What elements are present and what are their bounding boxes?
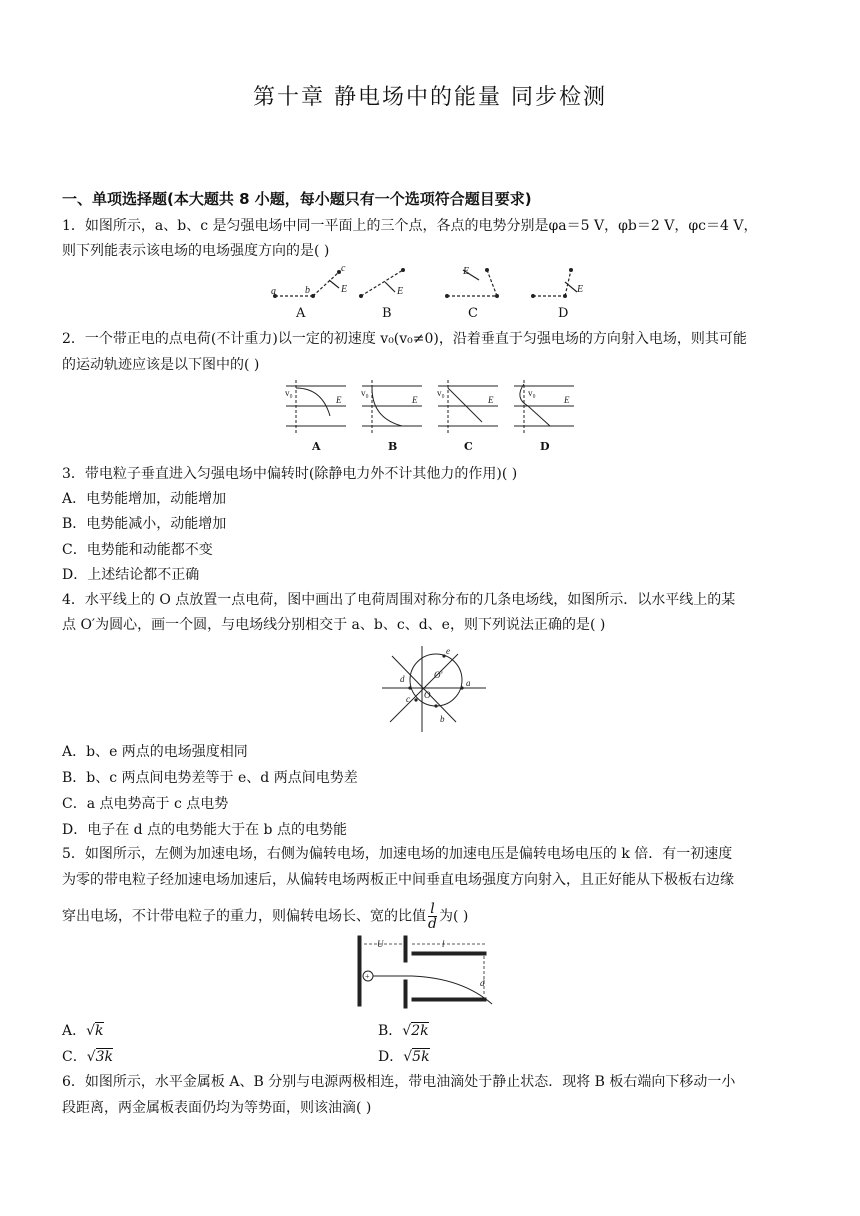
q1-option-d: D bbox=[558, 306, 569, 321]
q2-option-c: C bbox=[464, 440, 473, 453]
q2-option-a: A bbox=[312, 440, 321, 453]
q1-label-E: E bbox=[341, 284, 348, 295]
section-heading: 一、单项选择题(本大题共 8 小题，每小题只有一个选项符合题目要求) bbox=[62, 190, 532, 208]
q3-option-b: B．电势能减小，动能增加 bbox=[62, 516, 227, 532]
q5-line1: 5．如图所示，左侧为加速电场，右侧为偏转电场，加速电场的加速电压是偏转电场电压的 k 倍．有一初速度 bbox=[62, 846, 733, 862]
q3-option-d: D．上述结论都不正确 bbox=[62, 567, 200, 583]
q2-label-v0-c: v₀ bbox=[437, 388, 445, 398]
q5-frac-num: l bbox=[428, 902, 437, 917]
q5-option-b-root: √2k bbox=[402, 1023, 429, 1039]
q5-frac-den: d bbox=[428, 916, 437, 932]
q1-option-a: A bbox=[296, 306, 306, 321]
q3-option-c: C．电势能和动能都不变 bbox=[62, 542, 213, 558]
q5-option-d-root: √5k bbox=[403, 1049, 430, 1065]
q2-label-E-c: E bbox=[488, 395, 494, 405]
q1-label-E-d: E bbox=[577, 284, 584, 295]
q2-label-v0-b: v₀ bbox=[361, 388, 369, 398]
q5-line2: 为零的带电粒子经加速电场加速后，从偏转电场两板正中间垂直电场强度方向射入，且正好能从下极板右边缘 bbox=[62, 872, 734, 888]
q6-line1: 6．如图所示，水平金属板 A、B 分别与电源两极相连，带电油滴处于静止状态．现将 B 板右端向下移动一小 bbox=[62, 1074, 736, 1090]
q4-option-a: A．b、e 两点的电场强度相同 bbox=[62, 744, 248, 760]
q4-option-d: D．电子在 d 点的电势能大于在 b 点的电势能 bbox=[62, 822, 347, 838]
q2-figure bbox=[282, 378, 582, 436]
q4-label-Oprime: O′ bbox=[434, 670, 443, 680]
q1-line1: 1．如图所示，a、b、c 是匀强电场中同一平面上的三个点，各点的电势分别是φa＝5 V，φb＝2 V，φc＝4 V， bbox=[62, 218, 758, 234]
q5-label-U: U bbox=[377, 939, 384, 949]
q1-label-c: c bbox=[341, 263, 346, 274]
q4-label-e: e bbox=[446, 646, 450, 656]
q2-label-E-a: E bbox=[336, 395, 342, 405]
q5-option-c-root: √3k bbox=[86, 1049, 114, 1065]
q5-fraction bbox=[428, 902, 437, 931]
q5-option-b-radicand: 2k bbox=[411, 1023, 429, 1039]
q2-line2: 的运动轨迹应该是以下图中的( ) bbox=[62, 357, 260, 373]
q4-line1: 4．水平线上的 O 点放置一点电荷，图中画出了电荷周围对称分布的几条电场线，如图所示．以水平线上的某 bbox=[62, 592, 736, 608]
q5-option-b bbox=[378, 1020, 429, 1040]
q2-label-v0-d: v₀ bbox=[528, 388, 536, 398]
q6-line2: 段距离，两金属板表面仍均为等势面，则该油滴( ) bbox=[62, 1100, 372, 1116]
q5-line3-text: 穿出电场，不计带电粒子的重力，则偏转电场长、宽的比值 bbox=[62, 908, 426, 925]
q3-option-a: A．电势能增加，动能增加 bbox=[62, 491, 227, 507]
q2-label-E-d: E bbox=[564, 395, 570, 405]
q4-option-c: C．a 点电势高于 c 点电势 bbox=[62, 796, 229, 812]
q5-option-d bbox=[378, 1046, 430, 1066]
q1-option-c: C bbox=[468, 306, 478, 321]
q5-option-c bbox=[62, 1046, 113, 1066]
q4-label-d: d bbox=[400, 674, 405, 684]
q2-label-v0-a: v₀ bbox=[285, 388, 293, 398]
q2-label-E-b: E bbox=[412, 395, 418, 405]
q5-option-c-radicand: 3k bbox=[95, 1049, 114, 1065]
q2-option-d: D bbox=[540, 440, 550, 453]
q1-label-E-b: E bbox=[397, 286, 404, 297]
q1-option-b: B bbox=[382, 306, 392, 321]
q4-label-O: O bbox=[424, 690, 431, 700]
q4-option-b: B．b、c 两点间电势差等于 e、d 两点间电势差 bbox=[62, 770, 358, 786]
q1-figure bbox=[265, 262, 605, 320]
page-title: 第十章 静电场中的能量 同步检测 bbox=[253, 85, 607, 110]
q5-option-a-radicand: k bbox=[95, 1023, 104, 1039]
q3-line1: 3．带电粒子垂直进入匀强电场中偏转时(除静电力外不计其他力的作用)( ) bbox=[62, 466, 518, 482]
q1-label-a: a bbox=[271, 286, 276, 297]
q5-label-plus: + bbox=[365, 972, 370, 981]
q5-figure bbox=[352, 932, 502, 1014]
q2-option-b: B bbox=[388, 440, 398, 453]
q5-option-d-label: D． bbox=[378, 1049, 404, 1065]
q5-option-c-label: C． bbox=[62, 1049, 87, 1065]
q5-line3 bbox=[62, 902, 468, 931]
q5-option-a-root: √k bbox=[86, 1023, 104, 1039]
q5-line3-tail: 为( ) bbox=[438, 908, 469, 925]
q4-label-b: b bbox=[440, 714, 445, 724]
q4-line2: 点 O′为圆心，画一个圆，与电场线分别相交于 a、b、c、d、e，则下列说法正确的是( ) bbox=[62, 617, 606, 633]
q5-label-l: l bbox=[442, 939, 445, 949]
q5-option-a bbox=[62, 1020, 104, 1040]
q5-label-d: d bbox=[480, 978, 485, 988]
q5-option-b-label: B． bbox=[378, 1023, 403, 1039]
q1-label-E-c: E bbox=[463, 266, 470, 277]
q4-label-a: a bbox=[466, 678, 471, 688]
q5-option-d-radicand: 5k bbox=[412, 1049, 430, 1065]
q1-label-b: b bbox=[305, 285, 310, 296]
q4-label-c: c bbox=[406, 694, 410, 704]
q4-figure bbox=[378, 642, 490, 734]
q5-option-a-label: A． bbox=[62, 1023, 87, 1039]
q2-line1: 2．一个带正电的点电荷(不计重力)以一定的初速度 v₀(v₀≠0)，沿着垂直于匀强电场的方向射入电场，则其可能 bbox=[62, 331, 747, 347]
q1-line2: 则下列能表示该电场的电场强度方向的是( ) bbox=[62, 243, 330, 259]
